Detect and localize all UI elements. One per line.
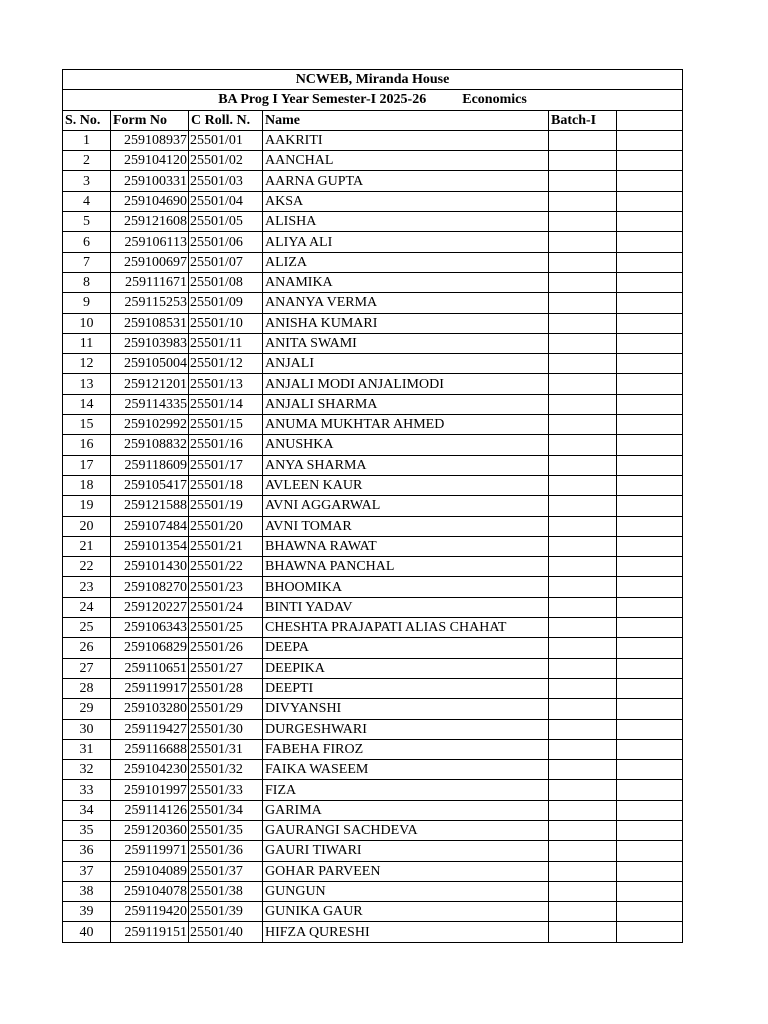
extra-cell (617, 191, 683, 211)
form-no-cell: 259104690 (111, 191, 189, 211)
roll-no-cell: 25501/37 (189, 861, 263, 881)
name-cell: ALIZA (263, 252, 549, 272)
form-no-cell: 259105417 (111, 475, 189, 495)
name-cell: AVLEEN KAUR (263, 475, 549, 495)
extra-cell (617, 415, 683, 435)
name-cell: ANUMA MUKHTAR AHMED (263, 415, 549, 435)
roll-no-cell: 25501/05 (189, 212, 263, 232)
name-cell: GOHAR PARVEEN (263, 861, 549, 881)
student-list-table (62, 69, 683, 943)
roll-no-cell: 25501/24 (189, 597, 263, 617)
name-cell: AAKRITI (263, 130, 549, 150)
form-no-cell: 259121608 (111, 212, 189, 232)
table-row (63, 861, 683, 881)
name-cell: BHOOMIKA (263, 577, 549, 597)
batch-cell (549, 475, 617, 495)
form-no-cell: 259110651 (111, 658, 189, 678)
sno-cell: 38 (63, 881, 111, 901)
roll-no-cell: 25501/07 (189, 252, 263, 272)
table-row (63, 597, 683, 617)
table-row (63, 841, 683, 861)
extra-cell (617, 739, 683, 759)
roll-no-cell: 25501/11 (189, 333, 263, 353)
form-no-cell: 259108937 (111, 130, 189, 150)
extra-cell (617, 841, 683, 861)
sno-cell: 12 (63, 354, 111, 374)
table-row (63, 638, 683, 658)
extra-cell (617, 861, 683, 881)
name-cell: DURGESHWARI (263, 719, 549, 739)
batch-cell (549, 516, 617, 536)
batch-cell (549, 232, 617, 252)
name-cell: ANITA SWAMI (263, 333, 549, 353)
table-row (63, 272, 683, 292)
batch-cell (549, 191, 617, 211)
table-row (63, 313, 683, 333)
roll-no-cell: 25501/27 (189, 658, 263, 678)
extra-cell (617, 516, 683, 536)
roll-no-cell: 25501/04 (189, 191, 263, 211)
table-row (63, 475, 683, 495)
extra-cell (617, 881, 683, 901)
batch-cell (549, 719, 617, 739)
extra-cell (617, 922, 683, 942)
name-cell: AKSA (263, 191, 549, 211)
form-no-cell: 259104078 (111, 881, 189, 901)
roll-no-cell: 25501/38 (189, 881, 263, 901)
roll-no-cell: 25501/20 (189, 516, 263, 536)
form-no-cell: 259106113 (111, 232, 189, 252)
sno-cell: 14 (63, 394, 111, 414)
header-sno: S. No. (63, 110, 111, 130)
name-cell: GAURI TIWARI (263, 841, 549, 861)
name-cell: FABEHA FIROZ (263, 739, 549, 759)
form-no-cell: 259121201 (111, 374, 189, 394)
form-no-cell: 259104089 (111, 861, 189, 881)
extra-cell (617, 699, 683, 719)
name-cell: GUNIKA GAUR (263, 902, 549, 922)
form-no-cell: 259120227 (111, 597, 189, 617)
batch-cell (549, 638, 617, 658)
roll-no-cell: 25501/08 (189, 272, 263, 292)
extra-cell (617, 618, 683, 638)
batch-cell (549, 151, 617, 171)
batch-cell (549, 800, 617, 820)
extra-cell (617, 232, 683, 252)
table-row (63, 820, 683, 840)
roll-no-cell: 25501/03 (189, 171, 263, 191)
batch-cell (549, 252, 617, 272)
batch-cell (549, 333, 617, 353)
form-no-cell: 259103280 (111, 699, 189, 719)
form-no-cell: 259106343 (111, 618, 189, 638)
batch-cell (549, 861, 617, 881)
form-no-cell: 259108832 (111, 435, 189, 455)
batch-cell (549, 536, 617, 556)
extra-cell (617, 435, 683, 455)
form-no-cell: 259114335 (111, 394, 189, 414)
form-no-cell: 259101430 (111, 557, 189, 577)
name-cell: ANJALI SHARMA (263, 394, 549, 414)
batch-cell (549, 739, 617, 759)
table-row (63, 902, 683, 922)
table-row (63, 333, 683, 353)
name-cell: ANJALI (263, 354, 549, 374)
extra-cell (617, 557, 683, 577)
roll-no-cell: 25501/30 (189, 719, 263, 739)
batch-cell (549, 678, 617, 698)
header-batch: Batch-I (549, 110, 617, 130)
sno-cell: 35 (63, 820, 111, 840)
sno-cell: 36 (63, 841, 111, 861)
roll-no-cell: 25501/17 (189, 455, 263, 475)
roll-no-cell: 25501/25 (189, 618, 263, 638)
name-cell: DEEPIKA (263, 658, 549, 678)
extra-cell (617, 374, 683, 394)
batch-cell (549, 780, 617, 800)
table-row (63, 881, 683, 901)
form-no-cell: 259121588 (111, 496, 189, 516)
form-no-cell: 259107484 (111, 516, 189, 536)
batch-cell (549, 415, 617, 435)
batch-cell (549, 557, 617, 577)
sheet-subtitle-cell (63, 90, 683, 110)
sno-cell: 34 (63, 800, 111, 820)
form-no-cell: 259119427 (111, 719, 189, 739)
table-row (63, 557, 683, 577)
sno-cell: 27 (63, 658, 111, 678)
batch-cell (549, 435, 617, 455)
roll-no-cell: 25501/16 (189, 435, 263, 455)
extra-cell (617, 151, 683, 171)
name-cell: AANCHAL (263, 151, 549, 171)
table-row (63, 252, 683, 272)
roll-no-cell: 25501/21 (189, 536, 263, 556)
sno-cell: 13 (63, 374, 111, 394)
table-row (63, 354, 683, 374)
table-row (63, 130, 683, 150)
roll-no-cell: 25501/02 (189, 151, 263, 171)
table-row (63, 922, 683, 942)
name-cell: GUNGUN (263, 881, 549, 901)
table-row (63, 435, 683, 455)
name-cell: BHAWNA PANCHAL (263, 557, 549, 577)
extra-cell (617, 272, 683, 292)
form-no-cell: 259100331 (111, 171, 189, 191)
form-no-cell: 259104230 (111, 760, 189, 780)
roll-no-cell: 25501/09 (189, 293, 263, 313)
table-row (63, 191, 683, 211)
form-no-cell: 259105004 (111, 354, 189, 374)
header-roll-no: C Roll. N. (189, 110, 263, 130)
name-cell: GARIMA (263, 800, 549, 820)
sno-cell: 30 (63, 719, 111, 739)
name-cell: ANAMIKA (263, 272, 549, 292)
table-row (63, 212, 683, 232)
extra-cell (617, 333, 683, 353)
sno-cell: 37 (63, 861, 111, 881)
batch-cell (549, 374, 617, 394)
roll-no-cell: 25501/06 (189, 232, 263, 252)
batch-cell (549, 354, 617, 374)
sno-cell: 9 (63, 293, 111, 313)
extra-cell (617, 455, 683, 475)
batch-cell (549, 313, 617, 333)
form-no-cell: 259101354 (111, 536, 189, 556)
name-cell: ALISHA (263, 212, 549, 232)
table-row (63, 800, 683, 820)
table-row (63, 516, 683, 536)
sno-cell: 32 (63, 760, 111, 780)
roll-no-cell: 25501/32 (189, 760, 263, 780)
roll-no-cell: 25501/14 (189, 394, 263, 414)
sno-cell: 10 (63, 313, 111, 333)
batch-cell (549, 293, 617, 313)
roll-no-cell: 25501/01 (189, 130, 263, 150)
name-cell: GAURANGI SACHDEVA (263, 820, 549, 840)
batch-cell (549, 618, 617, 638)
form-no-cell: 259119917 (111, 678, 189, 698)
title-row (63, 70, 683, 90)
sno-cell: 21 (63, 536, 111, 556)
extra-cell (617, 658, 683, 678)
extra-cell (617, 902, 683, 922)
form-no-cell: 259119420 (111, 902, 189, 922)
table-row (63, 658, 683, 678)
extra-cell (617, 293, 683, 313)
roll-no-cell: 25501/15 (189, 415, 263, 435)
extra-cell (617, 820, 683, 840)
table-row (63, 293, 683, 313)
sno-cell: 25 (63, 618, 111, 638)
extra-cell (617, 597, 683, 617)
form-no-cell: 259104120 (111, 151, 189, 171)
roll-no-cell: 25501/34 (189, 800, 263, 820)
extra-cell (617, 760, 683, 780)
extra-cell (617, 577, 683, 597)
sno-cell: 29 (63, 699, 111, 719)
table-row (63, 374, 683, 394)
form-no-cell: 259108270 (111, 577, 189, 597)
extra-cell (617, 130, 683, 150)
sno-cell: 39 (63, 902, 111, 922)
table-row (63, 232, 683, 252)
name-cell: BINTI YADAV (263, 597, 549, 617)
sno-cell: 18 (63, 475, 111, 495)
table-row (63, 496, 683, 516)
extra-cell (617, 394, 683, 414)
roll-no-cell: 25501/26 (189, 638, 263, 658)
extra-cell (617, 638, 683, 658)
batch-cell (549, 394, 617, 414)
subtitle-row (63, 90, 683, 110)
sno-cell: 22 (63, 557, 111, 577)
sno-cell: 1 (63, 130, 111, 150)
name-cell: BHAWNA RAWAT (263, 536, 549, 556)
subject-label: Economics (462, 92, 527, 108)
sno-cell: 40 (63, 922, 111, 942)
table-row (63, 678, 683, 698)
batch-cell (549, 171, 617, 191)
extra-cell (617, 475, 683, 495)
header-form-no: Form No (111, 110, 189, 130)
table-row (63, 618, 683, 638)
batch-cell (549, 902, 617, 922)
sno-cell: 8 (63, 272, 111, 292)
sno-cell: 20 (63, 516, 111, 536)
extra-cell (617, 719, 683, 739)
name-cell: FAIKA WASEEM (263, 760, 549, 780)
batch-cell (549, 496, 617, 516)
extra-cell (617, 536, 683, 556)
form-no-cell: 259115253 (111, 293, 189, 313)
sno-cell: 28 (63, 678, 111, 698)
batch-cell (549, 760, 617, 780)
roll-no-cell: 25501/29 (189, 699, 263, 719)
extra-cell (617, 171, 683, 191)
header-row (63, 110, 683, 130)
table-row (63, 739, 683, 759)
name-cell: ANANYA VERMA (263, 293, 549, 313)
sno-cell: 6 (63, 232, 111, 252)
sno-cell: 15 (63, 415, 111, 435)
roll-no-cell: 25501/22 (189, 557, 263, 577)
sno-cell: 16 (63, 435, 111, 455)
roll-no-cell: 25501/10 (189, 313, 263, 333)
table-row (63, 577, 683, 597)
extra-cell (617, 313, 683, 333)
extra-cell (617, 678, 683, 698)
batch-cell (549, 212, 617, 232)
form-no-cell: 259114126 (111, 800, 189, 820)
name-cell: CHESHTA PRAJAPATI ALIAS CHAHAT (263, 618, 549, 638)
roll-no-cell: 25501/40 (189, 922, 263, 942)
name-cell: ALIYA ALI (263, 232, 549, 252)
form-no-cell: 259101997 (111, 780, 189, 800)
name-cell: DEEPTI (263, 678, 549, 698)
table-row (63, 719, 683, 739)
form-no-cell: 259120360 (111, 820, 189, 840)
roll-no-cell: 25501/33 (189, 780, 263, 800)
name-cell: ANJALI MODI ANJALIMODI (263, 374, 549, 394)
sno-cell: 11 (63, 333, 111, 353)
batch-cell (549, 841, 617, 861)
form-no-cell: 259103983 (111, 333, 189, 353)
batch-cell (549, 699, 617, 719)
batch-cell (549, 455, 617, 475)
table-row (63, 780, 683, 800)
roll-no-cell: 25501/35 (189, 820, 263, 840)
extra-cell (617, 800, 683, 820)
sno-cell: 17 (63, 455, 111, 475)
roll-no-cell: 25501/36 (189, 841, 263, 861)
sno-cell: 2 (63, 151, 111, 171)
batch-cell (549, 272, 617, 292)
extra-cell (617, 212, 683, 232)
form-no-cell: 259111671 (111, 272, 189, 292)
name-cell: AVNI TOMAR (263, 516, 549, 536)
extra-cell (617, 780, 683, 800)
form-no-cell: 259118609 (111, 455, 189, 475)
name-cell: HIFZA QURESHI (263, 922, 549, 942)
roll-no-cell: 25501/13 (189, 374, 263, 394)
form-no-cell: 259100697 (111, 252, 189, 272)
table-row (63, 394, 683, 414)
form-no-cell: 259116688 (111, 739, 189, 759)
table-row (63, 536, 683, 556)
roll-no-cell: 25501/39 (189, 902, 263, 922)
batch-cell (549, 820, 617, 840)
sno-cell: 31 (63, 739, 111, 759)
table-row (63, 455, 683, 475)
sno-cell: 23 (63, 577, 111, 597)
name-cell: AARNA GUPTA (263, 171, 549, 191)
name-cell: ANISHA KUMARI (263, 313, 549, 333)
roll-no-cell: 25501/19 (189, 496, 263, 516)
roll-no-cell: 25501/28 (189, 678, 263, 698)
roll-no-cell: 25501/12 (189, 354, 263, 374)
header-name: Name (263, 110, 549, 130)
form-no-cell: 259119971 (111, 841, 189, 861)
table-row (63, 151, 683, 171)
table-row (63, 415, 683, 435)
name-cell: ANYA SHARMA (263, 455, 549, 475)
name-cell: AVNI AGGARWAL (263, 496, 549, 516)
name-cell: DEEPA (263, 638, 549, 658)
name-cell: DIVYANSHI (263, 699, 549, 719)
form-no-cell: 259102992 (111, 415, 189, 435)
sno-cell: 5 (63, 212, 111, 232)
sno-cell: 4 (63, 191, 111, 211)
table-row (63, 699, 683, 719)
batch-cell (549, 577, 617, 597)
extra-cell (617, 496, 683, 516)
roll-no-cell: 25501/18 (189, 475, 263, 495)
course-label: BA Prog I Year Semester-I 2025-26 (218, 92, 427, 108)
form-no-cell: 259106829 (111, 638, 189, 658)
table-row (63, 760, 683, 780)
batch-cell (549, 922, 617, 942)
batch-cell (549, 658, 617, 678)
extra-cell (617, 252, 683, 272)
sno-cell: 7 (63, 252, 111, 272)
sno-cell: 3 (63, 171, 111, 191)
form-no-cell: 259119151 (111, 922, 189, 942)
batch-cell (549, 597, 617, 617)
sno-cell: 26 (63, 638, 111, 658)
batch-cell (549, 881, 617, 901)
attendance-sheet (62, 69, 682, 943)
extra-cell (617, 354, 683, 374)
name-cell: ANUSHKA (263, 435, 549, 455)
form-no-cell: 259108531 (111, 313, 189, 333)
name-cell: FIZA (263, 780, 549, 800)
roll-no-cell: 25501/23 (189, 577, 263, 597)
header-extra (617, 110, 683, 130)
sheet-title: NCWEB, Miranda House (63, 70, 683, 90)
batch-cell (549, 130, 617, 150)
sno-cell: 19 (63, 496, 111, 516)
table-row (63, 171, 683, 191)
sno-cell: 33 (63, 780, 111, 800)
roll-no-cell: 25501/31 (189, 739, 263, 759)
sno-cell: 24 (63, 597, 111, 617)
